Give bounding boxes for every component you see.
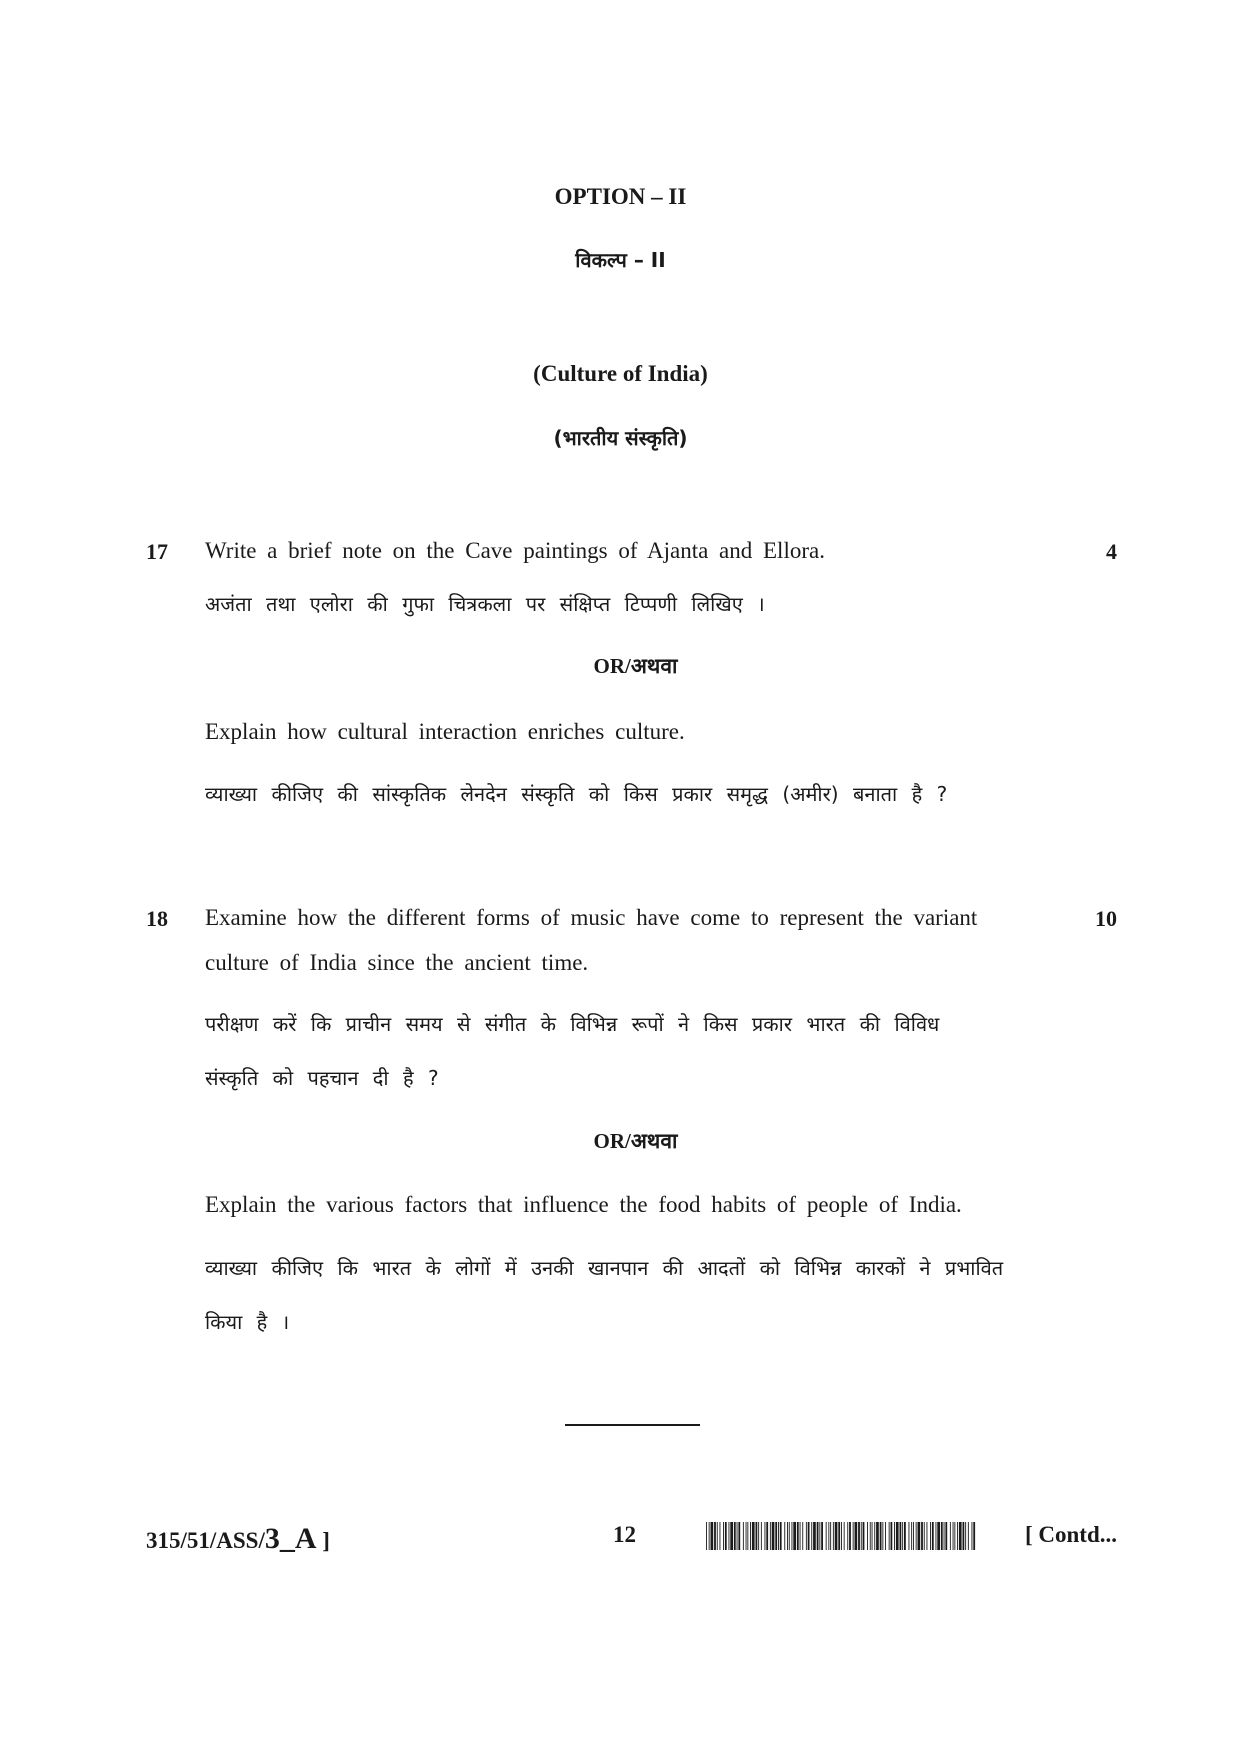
alt-question-hindi-line: किया है । bbox=[205, 1310, 290, 1334]
question-hindi-line: अजंता तथा एलोरा की गुफा चित्रकला पर संक्षिप्त टिप्पणी लिखिए । bbox=[205, 592, 765, 616]
barcode bbox=[706, 1522, 976, 1550]
option-title-hindi: विकल्प – II bbox=[575, 248, 666, 272]
subject-title: (Culture of India) bbox=[533, 361, 708, 386]
alt-question-hindi-line: व्याख्या कीजिए कि भारत के लोगों में उनकी खानपान की आदतों को विभिन्न कारकों ने प्रभावित bbox=[205, 1256, 1004, 1280]
question-marks: 10 bbox=[1095, 906, 1117, 931]
alt-question-hindi-line: व्याख्या कीजिए की सांस्कृतिक लेनदेन संस्कृति को किस प्रकार समृद्ध (अमीर) बनाता है ? bbox=[205, 782, 948, 806]
or-label: OR/अथवा bbox=[593, 1129, 678, 1153]
paper-code-end: ] bbox=[316, 1528, 330, 1553]
paper-code-prefix: 315/51/ASS/ bbox=[146, 1528, 265, 1553]
question-hindi-line: संस्कृति को पहचान दी है ? bbox=[205, 1066, 439, 1090]
subject-title-hindi: (भारतीय संस्कृति) bbox=[553, 426, 688, 450]
alt-question-text-line: Explain the various factors that influence the food habits of people of India. bbox=[205, 1192, 962, 1217]
question-text-line: Write a brief note on the Cave paintings of Ajanta and Ellora. bbox=[205, 538, 825, 563]
section-end-rule bbox=[565, 1424, 700, 1426]
question-text-line: Examine how the different forms of music have come to represent the variant bbox=[205, 905, 978, 930]
question-number: 17 bbox=[146, 539, 168, 564]
paper-code bbox=[146, 1522, 330, 1556]
question-hindi-line: परीक्षण करें कि प्राचीन समय से संगीत के विभिन्न रूपों ने किस प्रकार भारत की विविध bbox=[205, 1012, 940, 1036]
alt-question-text-line: Explain how cultural interaction enriches culture. bbox=[205, 719, 685, 744]
page-number: 12 bbox=[613, 1522, 636, 1547]
paper-code-suffix: 3_A bbox=[264, 1522, 317, 1555]
question-marks: 4 bbox=[1106, 539, 1117, 564]
or-label: OR/अथवा bbox=[593, 654, 678, 678]
question-number: 18 bbox=[146, 906, 168, 931]
contd-label: [ Contd... bbox=[1024, 1522, 1117, 1547]
question-text-line: culture of India since the ancient time. bbox=[205, 950, 589, 975]
option-title: OPTION – II bbox=[554, 184, 687, 209]
